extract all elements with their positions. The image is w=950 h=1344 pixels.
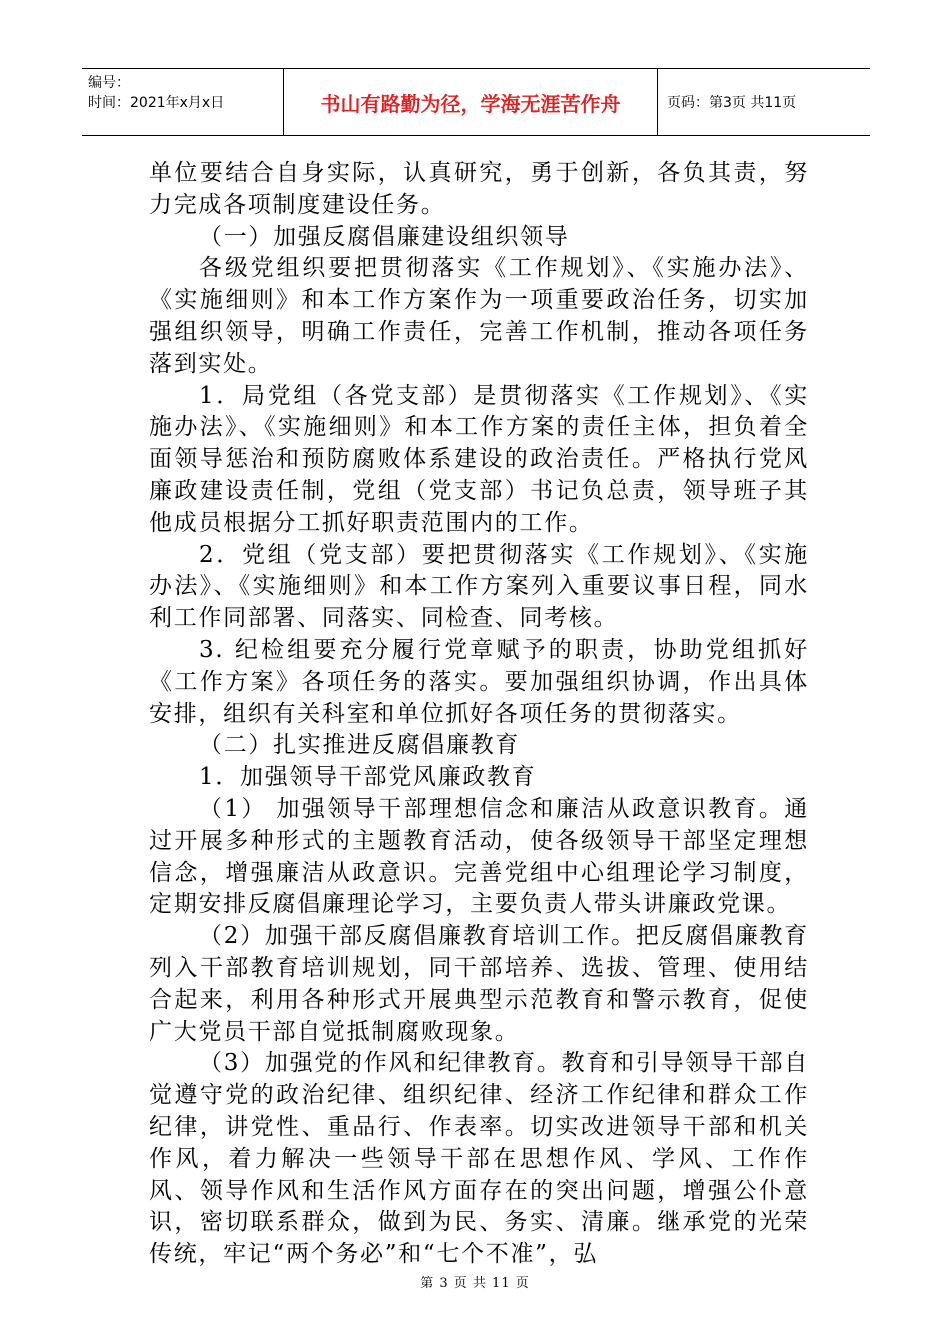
paragraph: 3. 纪检组要充分履行党章赋予的职责，协助党组抓好《工作方案》各项任务的落实。要加强组织协调，作出具体安排，组织有关科室和单位抓好各项任务的贯彻落实。 [149, 636, 809, 727]
paragraph: 单位要结合自身实际，认真研究，勇于创新，各负其责，努力完成各项制度建设任务。 [149, 160, 809, 218]
header-code-label: 编号： [88, 75, 130, 91]
page-footer: 第 3 页 共 11 页 [420, 1276, 530, 1291]
page-header [82, 68, 870, 136]
header-motto: 书山有路勤为径，学海无涯苦作舟 [283, 69, 658, 135]
section-heading: （一）加强反腐倡廉建设组织领导 [199, 223, 570, 250]
paragraph: （1） 加强领导干部理想信念和廉洁从政意识教育。通过开展多种形式的主题教育活动，使各级领导干部坚定理想信念，增强廉洁从政意识。完善党组中心组理论学习制度，定期安排反腐倡廉理论学习，主要负责人带头讲廉政党课。 [149, 795, 809, 918]
paragraph: 1．局党组（各党支部）是贯彻落实《工作规划》、《实施办法》、《实施细则》和本工作方案的责任主体，担负着全面领导惩治和预防腐败体系建设的政治责任。严格执行党风廉政建设责任制，党组（党支部）书记负总责，领导班子其他成员根据分工抓好职责范围内的工作。 [149, 382, 809, 536]
header-page-info: 页码：第3页 共11页 [667, 95, 797, 111]
paragraph: （3）加强党的作风和纪律教育。教育和引导领导干部自觉遵守党的政治纪律、组织纪律、经济工作纪律和群众工作纪律，讲党性、重品行、作表率。切实改进领导干部和机关作风，着力解决一些领导干部在思想作风、学风、工作作风、领导作风和生活作风方面存在的突出问题，增强公仆意识，密切联系群众，做到为民、务实、清廉。继承党的光荣传统，牢记“两个务必”和“七个不准”，弘 [149, 1050, 809, 1268]
paragraph: （2）加强干部反腐倡廉教育培训工作。把反腐倡廉教育列入干部教育培训规划，同干部培养、选拔、管理、使用结合起来，利用各种形式开展典型示范教育和警示教育，促使广大党员干部自觉抵制腐败现象。 [149, 923, 809, 1045]
section-heading: （二）扎实推进反腐倡廉教育 [199, 732, 521, 759]
paragraph: 各级党组织要把贯彻落实《工作规划》、《实施办法》、《实施细则》和本工作方案作为一项重要政治任务，切实加强组织领导，明确工作责任，完善工作机制，推动各项任务落到实处。 [149, 255, 809, 377]
document-body [149, 158, 809, 1271]
header-time-label: 时间：2021年x月x日 [88, 95, 225, 111]
paragraph: 2．党组（党支部）要把贯彻落实《工作规划》、《实施办法》、《实施细则》和本工作方案列入重要议事日程，同水利工作同部署、同落实、同检查、同考核。 [149, 541, 809, 632]
header-meta [82, 69, 283, 135]
subsection-heading: 1．加强领导干部党风廉政教育 [199, 764, 537, 791]
